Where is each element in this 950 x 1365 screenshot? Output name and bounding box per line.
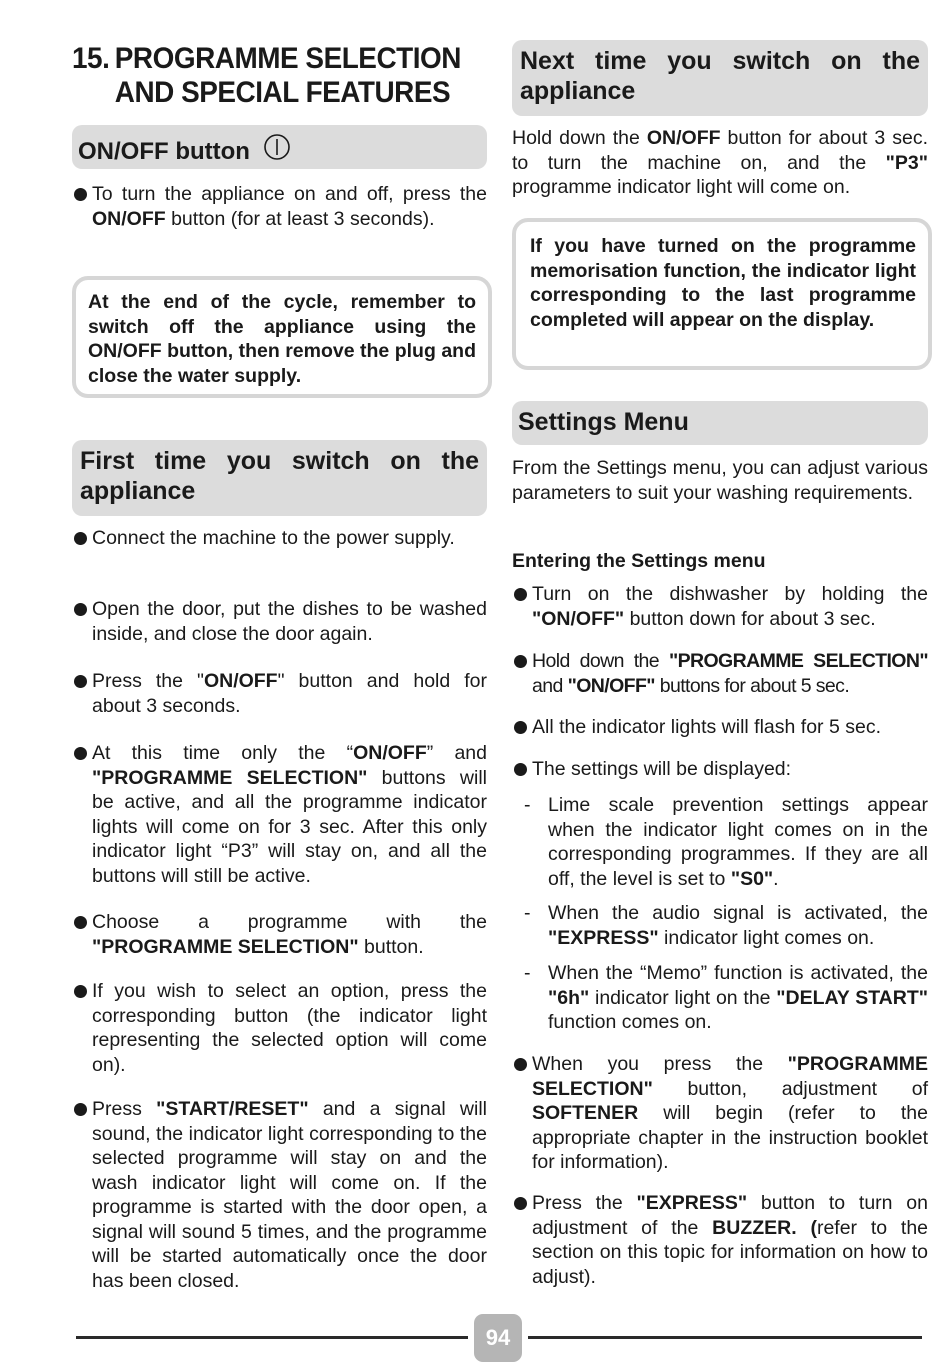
onoff-bullet: To turn the appliance on and off, press the ON/OFF button (for at least 3 seconds). <box>72 182 487 231</box>
settings-bullet-5: When you press the "PROGRAMME SELECTION" button, adjustment of SOFTENER will begin (refer to the appropriate chapter in the instruction booklet for information). <box>512 1052 928 1175</box>
settings-dash-1: - Lime scale prevention settings appear when the indicator light comes on in the corresponding programmes. If they are all off, the level is set to "S0". <box>524 794 928 890</box>
onoff-note: At the end of the cycle, remember to switch off the appliance using the ON/OFF button, then remove the plug and close the water supply. <box>72 276 492 398</box>
settings-heading-bar <box>512 401 928 445</box>
settings-dash-2: - When the audio signal is activated, the "EXPRESS" indicator light comes on. <box>524 902 928 949</box>
first-time-heading-bar <box>72 440 487 516</box>
settings-dash-3: - When the “Memo” function is activated, the "6h" indicator light on the "DELAY START" function comes on. <box>524 962 928 1033</box>
onoff-heading-bar <box>72 125 487 169</box>
first-time-bullet-3: Press the "ON/OFF" button and hold for about 3 seconds. <box>72 669 487 718</box>
first-time-bullet-5: Choose a programme with the "PROGRAMME SELECTION" button. <box>72 910 487 959</box>
section-title <box>72 42 463 110</box>
settings-bullet-4: The settings will be displayed: <box>512 757 928 782</box>
first-time-bullet-2: Open the door, put the dishes to be washed inside, and close the door again. <box>72 597 487 646</box>
first-time-heading: First time you switch on the appliance <box>80 447 479 505</box>
first-time-bullet-1: Connect the machine to the power supply. <box>72 526 487 551</box>
settings-bullet-1: Turn on the dishwasher by holding the "ON/OFF" button down for about 3 sec. <box>512 582 928 631</box>
settings-heading: Settings Menu <box>518 408 689 436</box>
settings-bullet-3: All the indicator lights will flash for 5 sec. <box>512 715 928 740</box>
settings-bullet-2: Hold down the "PROGRAMME SELECTION" and "ON/OFF" buttons for about 5 sec. <box>512 649 928 698</box>
first-time-bullet-6: If you wish to select an option, press the corresponding button (the indicator light representing the selected option will come on). <box>72 979 487 1077</box>
power-icon <box>263 133 291 169</box>
footer-rule-right <box>528 1336 922 1339</box>
footer-rule-left <box>76 1336 468 1339</box>
section-title-line2: AND SPECIAL FEATURES <box>114 76 451 109</box>
first-time-bullet-4: At this time only the “ON/OFF” and "PROGRAMME SELECTION" buttons will be active, and all the programme indicator lights will come on for 3 sec. After this only indicator light “P3” will stay on, and all the buttons will still be active. <box>72 741 487 888</box>
first-time-bullet-7: Press "START/RESET" and a signal will sound, the indicator light corresponding to the selected programme will stay on and the wash indicator light will come on. If the programme is started with the door open, a signal will sound 5 times, and the programme will be started automatically once the door has been closed. <box>72 1097 487 1293</box>
next-time-heading-bar <box>512 40 928 116</box>
memo-note: If you have turned on the programme memorisation function, the indicator light corresponding to the last programme completed will appear on the display. <box>512 218 932 370</box>
next-time-paragraph: Hold down the ON/OFF button for about 3 sec. to turn the machine on, and the "P3" programme indicator light will come on. <box>512 127 928 198</box>
settings-bullet-6: Press the "EXPRESS" button to turn on adjustment of the BUZZER. (refer to the section on this topic for information on how to adjust). <box>512 1191 928 1289</box>
settings-subheading: Entering the Settings menu <box>512 550 766 572</box>
settings-intro: From the Settings menu, you can adjust various parameters to suit your washing requirements. <box>512 457 928 504</box>
next-time-heading: Next time you switch on the appliance <box>520 47 920 105</box>
section-number: 15. <box>72 42 110 75</box>
onoff-heading: ON/OFF button <box>78 138 250 165</box>
page-number: 94 <box>474 1314 522 1362</box>
section-title-line1: PROGRAMME SELECTION <box>114 42 461 75</box>
